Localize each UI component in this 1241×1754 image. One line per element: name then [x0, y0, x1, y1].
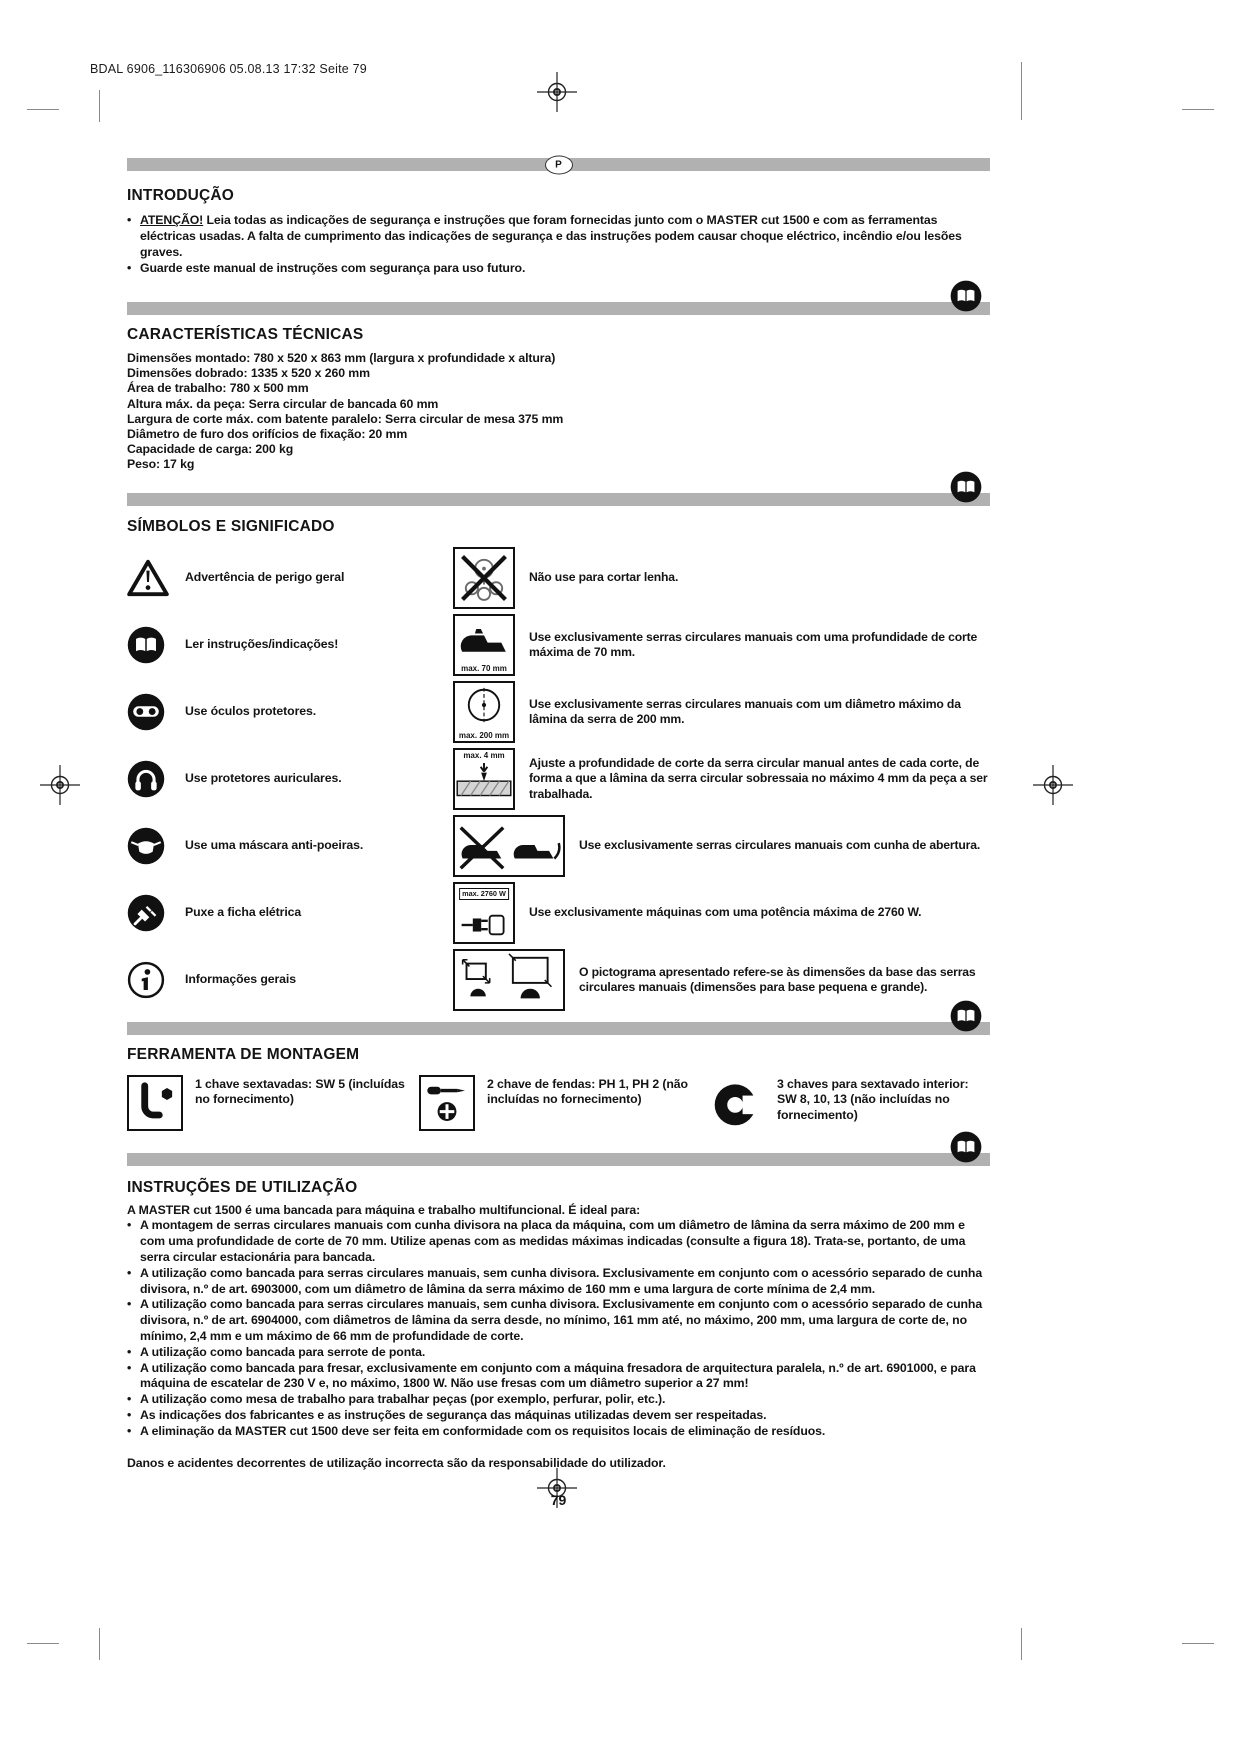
symbol-meaning: Puxe a ficha elétrica [185, 905, 302, 920]
print-header: BDAL 6906_116306906 05.08.13 17:32 Seite 79 [90, 62, 367, 76]
symbol-meaning: Informações gerais [185, 972, 296, 987]
max-power-icon [453, 882, 515, 944]
symbol-row [127, 612, 990, 679]
bullet-marker: • [127, 1360, 132, 1375]
assembly-tools-row [127, 1075, 990, 1131]
read-manual-icon [950, 1000, 982, 1032]
symbol-row [127, 545, 990, 612]
usage-bullet [127, 1392, 990, 1408]
symbol-description: O pictograma apresentado refere-se às dimensões da base das serras circulares manuais (dimensões para base pequena e grande). [579, 964, 976, 995]
bullet-text: A montagem de serras circulares manuais com cunha divisora na placa da máquina, com um diâmetro de lâmina da serra máximo de 200 mm e com uma profundidade de corte de 70 mm. Utilize apenas com as medidas máximas indicadas (consulte a figura 18). Trata-se, portanto, de uma serra circular estacionária para bancada. [140, 1218, 966, 1265]
bullet-text: A eliminação da MASTER cut 1500 deve ser feita em conformidade com os requisitos locais de eliminação de resíduos. [140, 1423, 826, 1438]
symbol-description: Não use para cortar lenha. [529, 570, 679, 585]
section-title-ferramenta: FERRAMENTA DE MONTAGEM [127, 1045, 360, 1063]
liability-note: Danos e acidentes decorrentes de utilização incorrecta são da responsabilidade do utilizador. [127, 1455, 666, 1470]
language-badge: P [545, 155, 573, 174]
tool-item [127, 1075, 419, 1131]
usage-bullet [127, 1345, 990, 1361]
bullet-text: As indicações dos fabricantes e as instruções de segurança das máquinas utilizadas devem ser respeitadas. [140, 1407, 767, 1422]
bullet-text: A utilização como bancada para fresar, exclusivamente em conjunto com a máquina fresadora de arquitectura paralela, n.º de art. 6901000, e para máquina de escatelar de 230 V e, no máximo, 1800 W. Não use fresas com um diâmetro superior a 27 mm! [140, 1360, 976, 1391]
bullet-text: A utilização como bancada para serras circulares manuais, sem cunha divisora. Exclusivamente em conjunto com o acessório separado de cunha divisora, n.º de art. 6904000, com diâmetros de lâmina da serra desde, no mínimo, 161 mm até, no máximo, 200 mm, uma largura de corte de, no mínimo, 2,4 mm e um máximo de 66 mm de profundidade de corte. [140, 1297, 983, 1343]
max-cut-depth-icon [453, 614, 515, 676]
symbol-description: Use exclusivamente serras circulares manuais com cunha de abertura. [579, 838, 981, 853]
tool-item [419, 1075, 709, 1131]
read-manual-icon [950, 280, 982, 312]
bullet-text: Leia todas as indicações de segurança e instruções que foram fornecidas junto com o MASTER cut 1500 e com as ferramentas eléctricas usadas. A falta de cumprimento das indicações de segurança e das instruções podem causar choque eléctrico, incêndio e/ou lesões graves. [140, 213, 962, 259]
bullet-marker: • [127, 1423, 132, 1438]
section-divider [127, 1022, 990, 1035]
pictogram-label: max. 70 mm [461, 663, 507, 673]
usage-bullet [127, 1424, 990, 1440]
section-divider [127, 302, 990, 315]
tool-item [709, 1075, 990, 1131]
section-title-instrucoes: INSTRUÇÕES DE UTILIZAÇÃO [127, 1178, 358, 1196]
screwdriver-icon [419, 1075, 475, 1131]
warning-triangle-icon [127, 559, 185, 597]
symbol-row [127, 679, 990, 746]
tool-label: 1 chave sextavadas: SW 5 (incluídas no fornecimento) [195, 1076, 405, 1107]
usage-intro: A MASTER cut 1500 é uma bancada para máquina e trabalho multifuncional. É ideal para: [127, 1202, 641, 1217]
section-title-caracteristicas: CARACTERÍSTICAS TÉCNICAS [127, 326, 364, 343]
crop-mark [1021, 1628, 1022, 1660]
bullet-text: A utilização como bancada para serrote de ponta. [140, 1344, 426, 1359]
usage-bullet [127, 1266, 990, 1298]
symbol-meaning: Ler instruções/indicações! [185, 637, 339, 652]
spec-line: Altura máx. da peça: Serra circular de bancada 60 mm [127, 396, 439, 411]
tool-label: 3 chaves para sextavado interior: SW 8, 10, 13 (não incluídas no fornecimento) [777, 1076, 969, 1122]
page-content [127, 158, 990, 1508]
no-firewood-icon [453, 547, 515, 609]
bullet-marker: • [127, 261, 132, 275]
pictogram-label: max. 4 mm [463, 751, 505, 761]
spec-line: Diâmetro de furo dos orifícios de fixação: 20 mm [127, 427, 408, 442]
symbol-meaning: Advertência de perigo geral [185, 570, 345, 585]
registration-mark [537, 72, 577, 117]
intro-bullet [127, 260, 990, 276]
crop-mark [99, 1628, 100, 1660]
section-title-simbolos: SÍMBOLOS E SIGNIFICADO [127, 517, 335, 535]
pictogram-label: max. 2760 W [459, 888, 509, 900]
attention-label: ATENÇÃO! [140, 213, 204, 227]
crop-mark [27, 109, 59, 110]
symbol-row [127, 813, 990, 880]
usage-bullet [127, 1297, 990, 1344]
symbol-meaning: Use uma máscara anti-poeiras. [185, 838, 364, 853]
pull-plug-icon [127, 894, 185, 932]
base-dimensions-icon [453, 949, 565, 1011]
max-blade-diameter-icon [453, 681, 515, 743]
usage-bullet [127, 1218, 990, 1265]
read-instructions-icon [127, 626, 185, 664]
symbol-description: Use exclusivamente serras circulares manuais com uma profundidade de corte máxima de 70 mm. [529, 629, 978, 660]
section-divider [127, 1153, 990, 1166]
bullet-text: A utilização como mesa de trabalho para trabalhar peças (por exemplo, perfurar, polir, etc.). [140, 1392, 666, 1407]
registration-mark [40, 765, 80, 810]
section-divider [127, 493, 990, 506]
wrench-icon [709, 1075, 765, 1131]
crop-mark [1182, 1643, 1214, 1644]
symbol-description: Use exclusivamente máquinas com uma potência máxima de 2760 W. [529, 905, 922, 920]
symbol-meaning: Use óculos protetores. [185, 704, 317, 719]
intro-bullet [127, 212, 990, 260]
intro-bullet-text [140, 212, 990, 260]
crop-mark [27, 1643, 59, 1644]
symbol-meaning: Use protetores auriculares. [185, 771, 342, 786]
safety-goggles-icon [127, 693, 185, 731]
spec-line: Capacidade de carga: 200 kg [127, 442, 294, 457]
hex-key-icon [127, 1075, 183, 1131]
bullet-marker: • [127, 1344, 132, 1359]
crop-mark [1021, 62, 1022, 120]
symbol-description: Ajuste a profundidade de corte da serra circular manual antes de cada corte, de forma a que a lâmina da serra circular sobressaia no máximo 4 mm da peça a ser trabalhada. [529, 755, 988, 801]
spec-line: Dimensões montado: 780 x 520 x 863 mm (largura x profundidade x altura) [127, 351, 556, 365]
spec-line: Peso: 17 kg [127, 457, 195, 472]
spec-line: Dimensões dobrado: 1335 x 520 x 260 mm [127, 366, 370, 381]
usage-bullet [127, 1408, 990, 1424]
general-info-icon [127, 961, 185, 999]
spec-line: Largura de corte máx. com batente paralelo: Serra circular de mesa 375 mm [127, 411, 564, 426]
section-divider-top [127, 158, 990, 171]
spec-line: Área de trabalho: 780 x 500 mm [127, 381, 309, 396]
crop-mark [1182, 109, 1214, 110]
bullet-marker: • [127, 1392, 132, 1407]
pictogram-label: max. 200 mm [458, 730, 510, 740]
riving-knife-icon [453, 815, 565, 877]
registration-mark [1033, 765, 1073, 810]
tool-label: 2 chave de fendas: PH 1, PH 2 (não incluídas no fornecimento) [487, 1076, 688, 1107]
symbol-row [127, 880, 990, 947]
max-protrusion-icon [453, 748, 515, 810]
symbol-row [127, 947, 990, 1014]
crop-mark [99, 90, 100, 122]
bullet-marker: • [127, 1297, 132, 1312]
page-number: 79 [550, 1491, 567, 1508]
dust-mask-icon [127, 827, 185, 865]
bullet-text: A utilização como bancada para serras circulares manuais, sem cunha divisora. Exclusivamente em conjunto com o acessório separado de cunha divisora, n.º de art. 6903000, com um diâmetro de lâmina da serra máximo de 160 mm e uma largura de corte mínima de 2,4 mm. [140, 1265, 983, 1296]
symbol-row [127, 746, 990, 813]
usage-bullet [127, 1361, 990, 1393]
ear-protection-icon [127, 760, 185, 798]
symbol-description: Use exclusivamente serras circulares manuais com um diâmetro máximo da lâmina da serra de 200 mm. [529, 696, 961, 727]
read-manual-icon [950, 471, 982, 503]
section-title-introducao: INTRODUÇÃO [127, 187, 235, 204]
read-manual-icon [950, 1131, 982, 1163]
bullet-marker: • [127, 1218, 132, 1233]
bullet-text: Guarde este manual de instruções com segurança para uso futuro. [140, 261, 526, 275]
bullet-marker: • [127, 1265, 132, 1280]
bullet-marker: • [127, 213, 132, 227]
bullet-marker: • [127, 1407, 132, 1422]
